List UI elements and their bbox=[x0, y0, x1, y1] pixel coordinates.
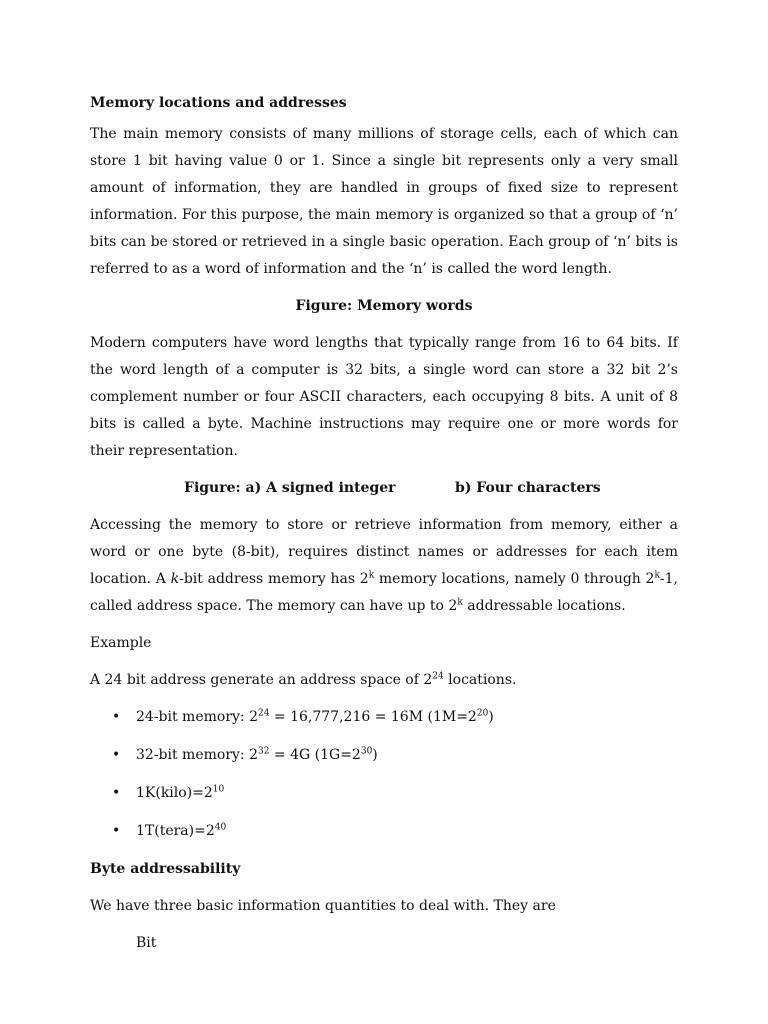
text-run: locations. bbox=[443, 672, 517, 688]
bullet-icon: • bbox=[112, 709, 121, 725]
text-run: 1T(tera)=2 bbox=[136, 823, 215, 839]
section-heading-byte-addressability: Byte addressability bbox=[90, 861, 241, 877]
figure-caption-memory-words: Figure: Memory words bbox=[295, 298, 473, 314]
superscript: 30 bbox=[360, 746, 373, 757]
example-label: Example bbox=[90, 635, 152, 651]
list-item bbox=[90, 780, 678, 807]
superscript: 40 bbox=[214, 822, 227, 833]
list-item-bit: Bit bbox=[136, 935, 157, 951]
paragraph-word-lengths: Modern computers have word lengths that typically range from 16 to 64 bits. If the word length of a computer is 32 bits, a single word can store a 32 bit 2’s complement number or four ASCII characters, each occupying 8 bits. A unit of 8 bits is called a byte. Machine instructions may require one or more words for their representation. bbox=[90, 335, 678, 459]
superscript: k bbox=[654, 570, 660, 581]
superscript: 10 bbox=[212, 784, 225, 795]
text-run: memory locations, namely 0 through 2 bbox=[374, 571, 655, 587]
text-run: 1K(kilo)=2 bbox=[136, 785, 213, 801]
text-run: -bit address memory has 2 bbox=[179, 571, 369, 587]
text-run: -1, called address space. The memory can have up to 2 bbox=[90, 571, 678, 614]
text-run: addressable locations. bbox=[462, 598, 626, 614]
figure-caption-a: Figure: a) A signed integer bbox=[184, 480, 396, 496]
italic-k: k bbox=[170, 571, 180, 587]
figure-caption-b: b) Four characters bbox=[455, 480, 601, 496]
bullet-icon: • bbox=[112, 747, 121, 763]
text-run: 24-bit memory: 2 bbox=[136, 709, 259, 725]
paragraph-address-space bbox=[90, 512, 678, 620]
example-line bbox=[90, 667, 678, 694]
text-run: = 4G (1G=2 bbox=[269, 747, 361, 763]
text-run: 32-bit memory: 2 bbox=[136, 747, 259, 763]
text-run: = 16,777,216 = 16M (1M=2 bbox=[269, 709, 477, 725]
superscript: k bbox=[457, 597, 463, 608]
text-run: Accessing the memory to store or retrieve information from memory, either a word or one byte (8-bit), requires distinct names or addresses for each item location. A bbox=[90, 517, 678, 587]
section-heading-memory-locations: Memory locations and addresses bbox=[90, 95, 347, 111]
text-run: ) bbox=[488, 709, 494, 725]
superscript: 24 bbox=[432, 671, 444, 682]
superscript: 32 bbox=[258, 746, 270, 757]
list-item bbox=[90, 742, 678, 769]
bullet-icon: • bbox=[112, 785, 121, 801]
superscript: 24 bbox=[258, 708, 270, 719]
text-run: ) bbox=[372, 747, 378, 763]
list-item bbox=[90, 704, 678, 731]
list-item bbox=[90, 818, 678, 845]
bullet-icon: • bbox=[112, 823, 121, 839]
example-bullet-list bbox=[90, 704, 678, 845]
paragraph-main-memory: The main memory consists of many millions of storage cells, each of which can store 1 bit having value 0 or 1. Since a single bit represents only a very small amount of information, they are handled in groups of fixed size to represent information. For this purpose, the main memory is organized so that a group of ‘n’ bits can be stored or retrieved in a single basic operation. Each group of ‘n’ bits is referred to as a word of information and the ‘n’ is called the word length. bbox=[90, 126, 678, 277]
superscript: k bbox=[368, 570, 375, 581]
document-page bbox=[90, 90, 678, 957]
superscript: 20 bbox=[476, 708, 489, 719]
paragraph-information-quantities: We have three basic information quantities to deal with. They are bbox=[90, 898, 556, 914]
figure-caption-signed-integer-characters bbox=[90, 475, 678, 502]
text-run: A 24 bit address generate an address space of 2 bbox=[90, 672, 433, 688]
